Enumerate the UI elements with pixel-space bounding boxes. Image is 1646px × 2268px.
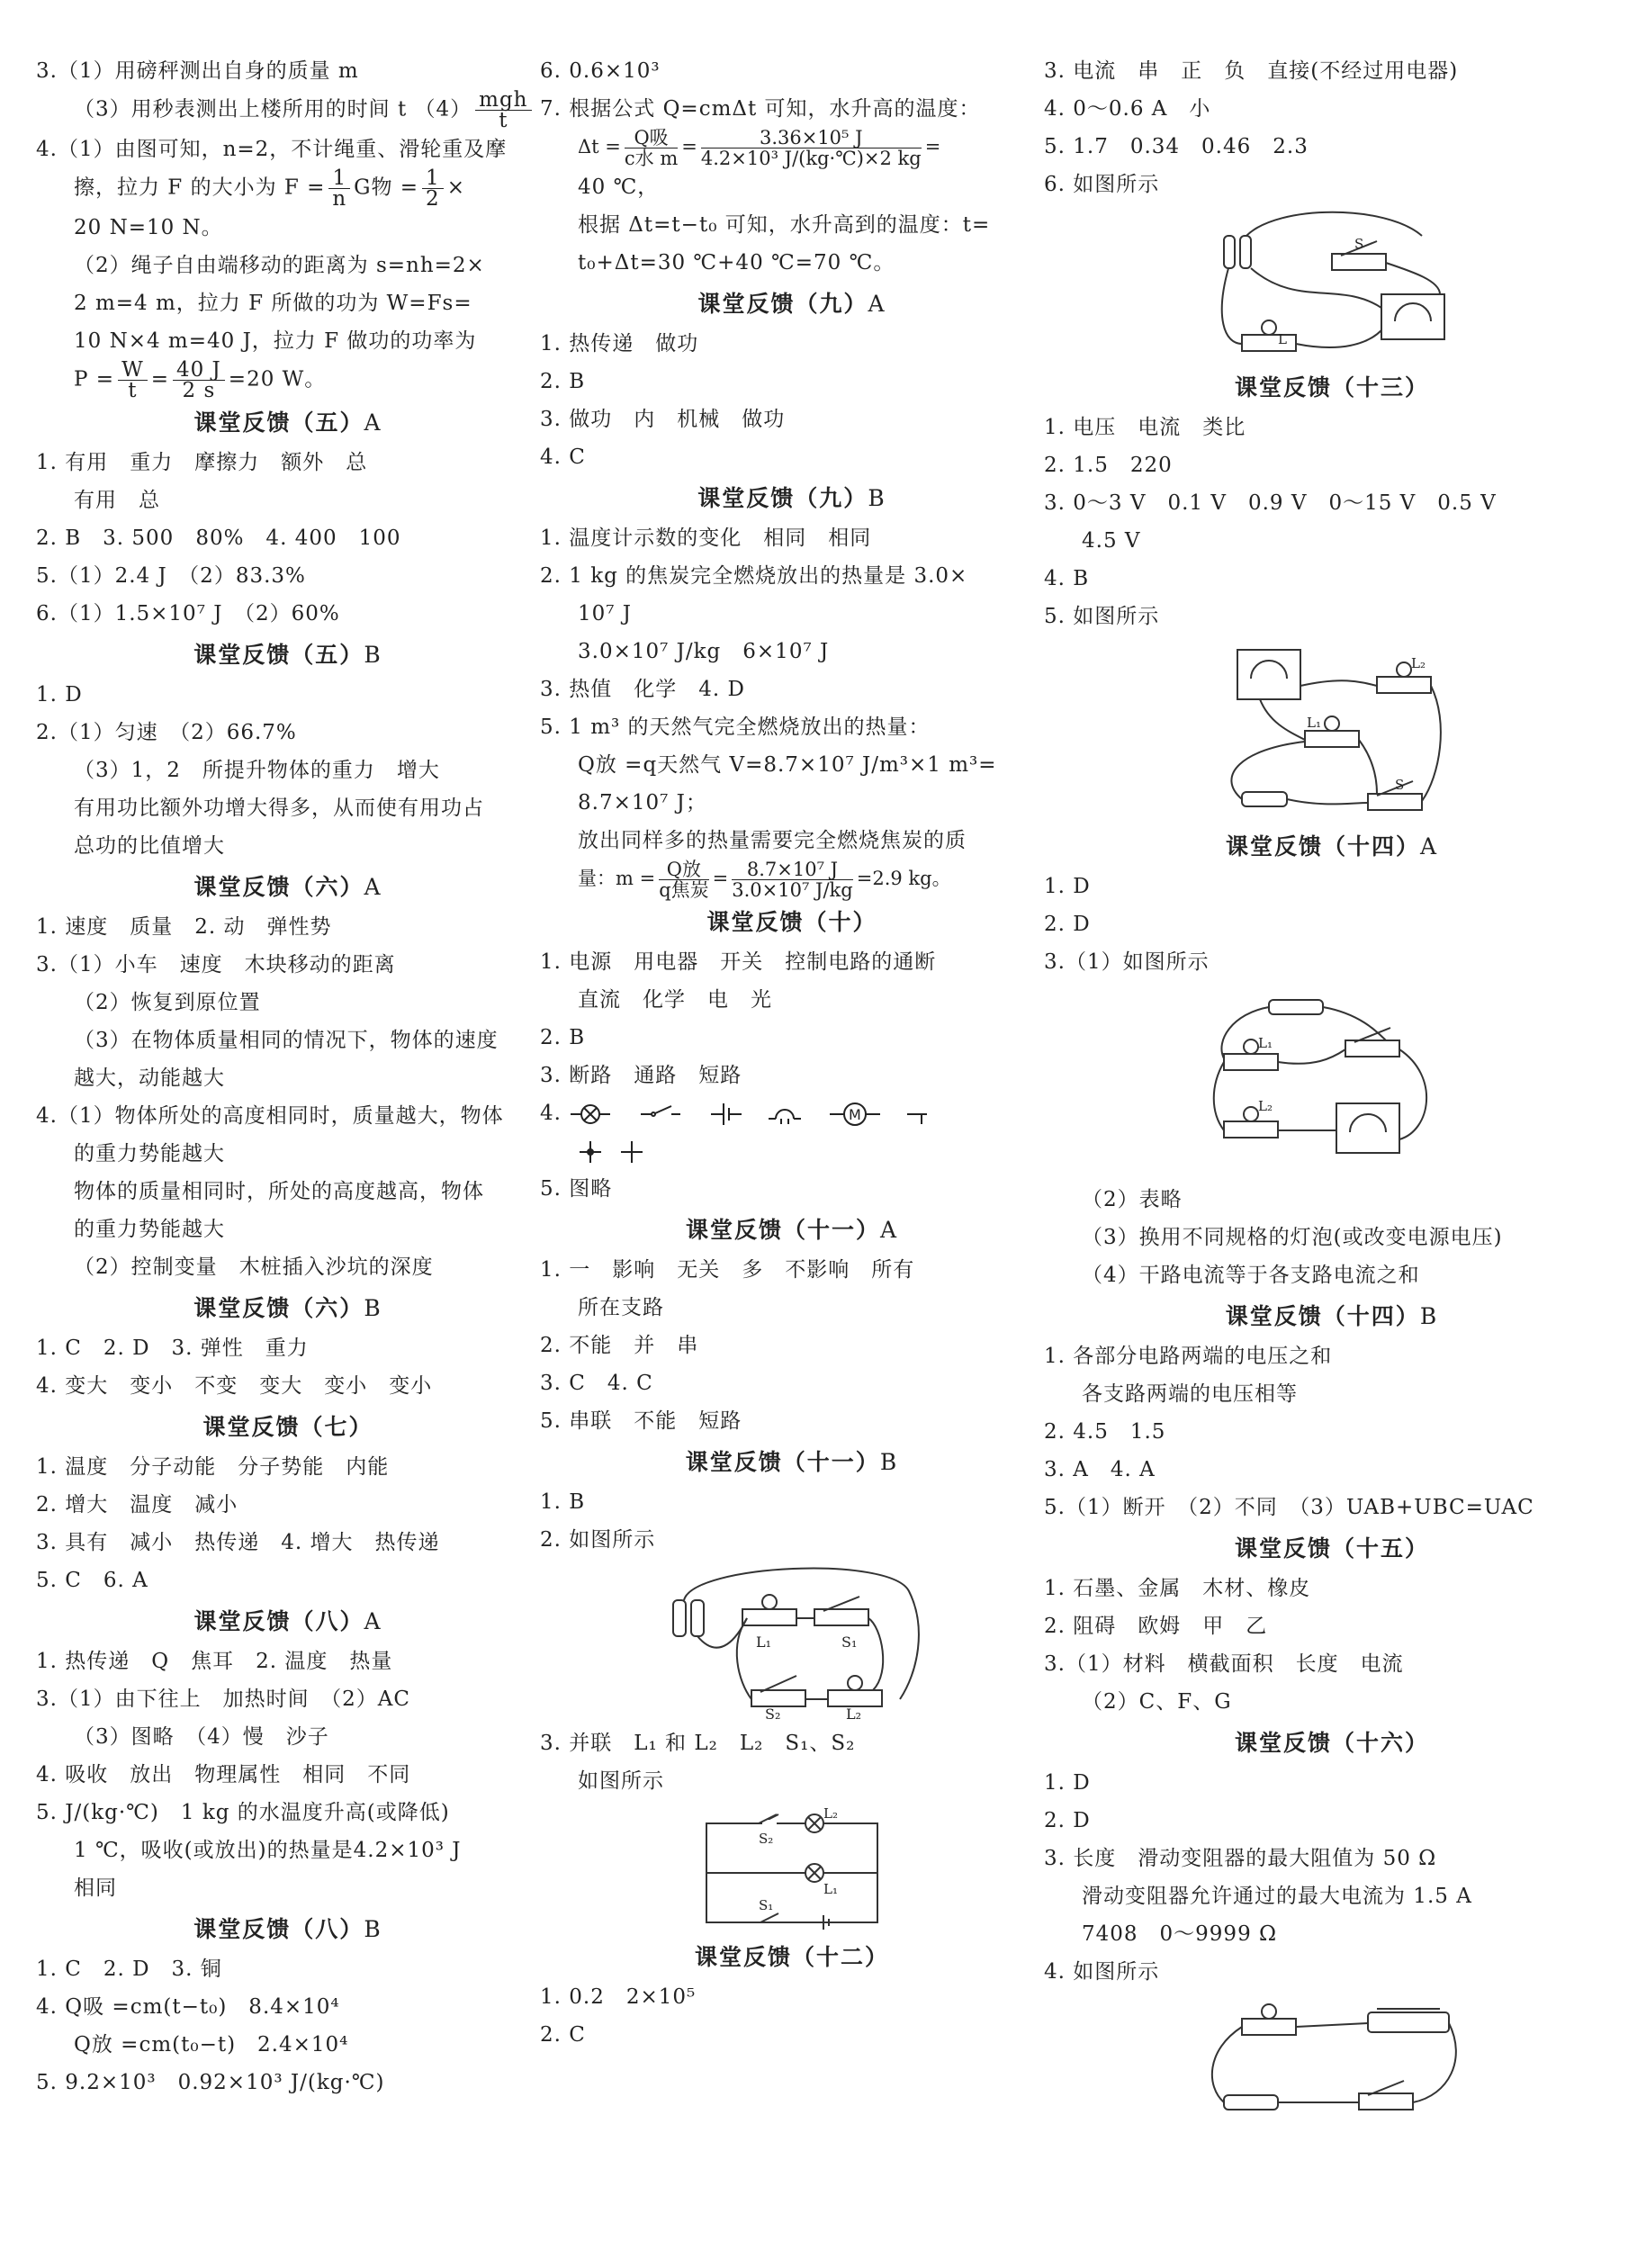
text-line: 5. 图略 [540,1177,613,1201]
svg-text:S₂: S₂ [759,1831,774,1847]
text-line: 5.（1）断开 （2）不同 （3）UAB+UBC=UAC [1044,1496,1534,1519]
text-line: 的重力势能越大 [74,1218,225,1241]
text-line: 3. 长度 滑动变阻器的最大阻值为 50 Ω [1044,1847,1437,1870]
section-heading: 课堂反馈（七） [202,1414,373,1440]
svg-text:S: S [1354,236,1364,252]
text-line: 2. 1 kg 的焦炭完全燃烧放出的热量是 3.0× [540,564,968,588]
text-line: 4. Q吸 =cm(t−t₀) 8.4×10⁴ [36,1995,340,2019]
text-line: 10⁷ J [578,602,633,626]
text-line: 3. A 4. A [1044,1458,1156,1481]
text-line: 3. 电流 串 正 负 直接(不经过用电器) [1044,59,1459,83]
section-heading: 课堂反馈（十四）B [1225,1303,1439,1329]
text-line: 2. 增大 温度 减小 [36,1493,238,1516]
text-line: 7. 根据公式 Q=cmΔt 可知，水升高的温度： [540,97,981,121]
text-line: 2. C [540,2023,586,2047]
text-line: 相同 [74,1876,117,1900]
text-line: 根据 Δt=t−t₀ 可知，水升高到的温度：t= [578,213,991,237]
svg-text:L₂: L₂ [1411,655,1426,671]
section-heading: 课堂反馈（九）A [697,291,886,317]
text-line: 直流 化学 电 光 [578,988,772,1012]
text-line: 3.（1）材料 横截面积 长度 电流 [1044,1652,1404,1676]
text-line: 1. 热传递 做功 [540,332,699,356]
text-line: 5.（1）2.4 J （2）83.3% [36,564,306,588]
svg-text:L₁: L₁ [756,1634,772,1651]
text-line: 有用功比额外功增大得多，从而使有用功占 [74,796,484,820]
text-line: （3）换用不同规格的灯泡(或改变电源电压) [1082,1226,1503,1249]
text-line: （2）恢复到原位置 [74,991,261,1014]
svg-text:L₂: L₂ [823,1805,838,1822]
text-line: 有用 总 [74,489,160,512]
text-line: 1. D [36,683,83,706]
text-line: 2. 不能 并 串 [540,1334,699,1357]
text-line: 4.（1）由图可知，n=2，不计绳重、滑轮重及摩 [36,138,508,161]
svg-text:L: L [1278,331,1287,347]
text-line: 6. 如图所示 [1044,173,1160,196]
rheostat-circuit-figure [1197,1996,1467,2131]
text-line: 各支路两端的电压相等 [1082,1382,1298,1406]
svg-text:S₁: S₁ [759,1897,774,1913]
text-line: 5. 9.2×10³ 0.92×10³ J/(kg·℃) [36,2071,385,2094]
section-heading: 课堂反馈（十一）A [685,1217,899,1243]
svg-text:M: M [849,1106,863,1123]
text-line: 2. 阻碍 欧姆 甲 乙 [1044,1615,1268,1638]
text-line: 2. B 3. 500 80% 4. 400 100 [36,526,401,550]
text-line: 6.（1）1.5×10⁷ J （2）60% [36,602,340,626]
svg-text:L₁: L₁ [1258,1035,1273,1051]
text-line: 40 ℃， [578,176,660,199]
text-line: 所在支路 [578,1296,664,1319]
crossing-wire-symbols [578,1138,659,1166]
column-3 [1044,52,1620,2137]
section-heading: 课堂反馈（十五） [1234,1535,1429,1562]
text-line: 1. 一 影响 无关 多 不影响 所有 [540,1258,915,1282]
text-line: 2. 如图所示 [540,1528,656,1552]
text-line: 物体的质量相同时，所处的高度越高，物体 [74,1180,484,1203]
voltmeter-circuit-figure [1206,641,1458,821]
text-line: 放出同样多的热量需要完全燃烧焦炭的质 [578,829,967,852]
svg-text:S₂: S₂ [765,1706,781,1719]
text-line: 2. B [540,1026,586,1049]
text-line: 6. 0.6×10³ [540,59,661,83]
text-line: （2）绳子自由端移动的距离为 s=nh=2× [74,254,485,277]
text-line: 2 m=4 m，拉力 F 所做的功为 W=Fs= [74,292,472,315]
text-line: 5. 串联 不能 短路 [540,1409,742,1433]
section-heading: 课堂反馈（九）B [697,485,886,511]
text-line: 1. 温度计示数的变化 相同 相同 [540,526,872,550]
circuit-figure [657,1564,927,1719]
section-heading: 课堂反馈（十二） [694,1944,889,1970]
text-line: 20 N=10 N。 [74,216,223,239]
text-line: 3.（1）小车 速度 木块移动的距离 [36,953,396,976]
text-line: 10 N×4 m=40 J，拉力 F 做功的功率为 [74,329,477,353]
text-line: （2）表略 [1082,1188,1183,1211]
text-line: 5. 1.7 0.34 0.46 2.3 [1044,135,1309,158]
formula-line: P = $\frac{W}{t}$ = $\frac{40 J}{2 s}$ =20 W。 [74,358,327,402]
text-line: 3. 具有 减小 热传递 4. 增大 热传递 [36,1531,440,1554]
text-line: 8.7×10⁷ J； [578,791,707,814]
text-line: 4. 吸收 放出 物理属性 相同 不同 [36,1763,411,1786]
text-line: （4）干路电流等于各支路电流之和 [1082,1264,1420,1287]
text-line: 1. 热传递 Q 焦耳 2. 温度 热量 [36,1650,393,1673]
text-line: 4. 如图所示 [1044,1960,1160,1984]
section-heading: 课堂反馈（六）B [193,1295,382,1321]
svg-text:S: S [1395,777,1405,793]
section-heading: 课堂反馈（五）A [193,410,382,436]
text-line: 5. C 6. A [36,1569,148,1592]
text-line: 1. C 2. D 3. 铜 [36,1958,222,1981]
column-2 [540,52,1044,2054]
circuit-symbols-row [569,1101,965,1128]
column-1 [36,52,540,2102]
formula-line: Δt = $\frac{\text{Q吸}}{\text{c水 m}}$ = $\frac{\text{3.36×10⁵ J}}{\text{4.2×10³ J/(kg·℃)×2 kg}}$ = [578,127,941,169]
section-heading: 课堂反馈（十） [706,909,877,935]
text-line [540,1132,1044,1170]
text-line: Q放 =q天然气 V=8.7×10⁷ J/m³×1 m³= [578,753,997,777]
text-line: 总功的比值增大 [74,834,225,858]
text-line: 1. 石墨、金属 木材、橡皮 [1044,1577,1311,1600]
svg-text:S₁: S₁ [841,1634,858,1651]
text-line: 1. C 2. D 3. 弹性 重力 [36,1336,309,1360]
text-line: 4. 变大 变小 不变 变大 变小 变小 [36,1374,433,1398]
text-line: t₀+Δt=30 ℃+40 ℃=70 ℃。 [578,251,895,274]
text-line: 3.（1）由下往上 加热时间 （2）AC [36,1688,410,1711]
text-line: 7408 0～9999 Ω [1082,1922,1278,1946]
text-line: 2. D [1044,1809,1091,1832]
section-heading: 课堂反馈（八）B [193,1916,382,1942]
text-line: 如图所示 [578,1769,664,1793]
text-line: 1. 0.2 2×10⁵ [540,1985,697,2009]
text-line: 1. 温度 分子动能 分子势能 内能 [36,1455,390,1479]
text-line: 4.5 V [1082,529,1141,553]
text-line: （3）图略 （4）慢 沙子 [74,1725,329,1749]
text-line: 2.（1）匀速 （2）66.7% [36,721,297,744]
parallel-circuit-figure [697,1805,886,1931]
text-line: 5. 如图所示 [1044,605,1160,628]
text-line: 滑动变阻器允许通过的最大电流为 1.5 A [1082,1885,1472,1908]
text-line: 3. 做功 内 机械 做功 [540,408,786,431]
text-line: 1 ℃，吸收(或放出)的热量是4.2×10³ J [74,1839,462,1862]
text-line: 1. 电源 用电器 开关 控制电路的通断 [540,950,937,974]
text-line: 4. M [540,1094,1044,1132]
text-line: 1. 各部分电路两端的电压之和 [1044,1345,1333,1368]
section-heading: 课堂反馈（十四）A [1225,833,1439,860]
svg-text:L₂: L₂ [846,1706,862,1719]
section-heading: 课堂反馈（十一）B [685,1449,899,1475]
text-line: 3. C 4. C [540,1372,653,1395]
svg-text:L₁: L₁ [1307,715,1321,731]
text-line: 1. B [540,1490,586,1514]
text-line: 的重力势能越大 [74,1142,225,1166]
text-line: （3）1，2 所提升物体的重力 增大 [74,759,440,782]
text-line: Q放 =cm(t₀−t) 2.4×10⁴ [74,2033,349,2056]
text-line: 2. D [1044,913,1091,936]
text-line: 1. 电压 电流 类比 [1044,416,1246,439]
section-heading: 课堂反馈（十六） [1234,1730,1429,1756]
text-line: 1. D [1044,1771,1091,1795]
parallel-ammeter-figure [1206,986,1458,1175]
section-heading: 课堂反馈（六）A [193,874,382,900]
text-line: 4.（1）物体所处的高度相同时，质量越大，物体 [36,1104,504,1128]
text-line: 越大，动能越大 [74,1066,225,1090]
text-line: 3.0×10⁷ J/kg 6×10⁷ J [578,640,830,663]
formula-line: 擦，拉力 F 的大小为 F = $\frac{1}{n}$ G物 = $\frac{1}{2}$ × [74,166,465,211]
text-line: 4. B [1044,567,1090,590]
section-heading: 课堂反馈（八）A [193,1608,382,1634]
text-line: 4. C [540,446,586,469]
text-line: 1. D [1044,875,1091,898]
text-line: （3）在物体质量相同的情况下，物体的速度 [74,1029,499,1052]
svg-text:L₂: L₂ [1258,1098,1273,1114]
text-line: 1. 速度 质量 2. 动 弹性势 [36,915,332,939]
text-line: （3）用秒表测出上楼所用的时间 t （4） $\frac{\text{mgh}}{t}$ [36,90,540,130]
text-line: 5. 1 m³ 的天然气完全燃烧放出的热量： [540,716,931,739]
text-line: （2）C、F、G [1082,1690,1232,1714]
text-line: 4. 0～0.6 A 小 [1044,97,1211,121]
text-line: 3. 0～3 V 0.1 V 0.9 V 0～15 V 0.5 V [1044,491,1497,515]
text-line: 3.（1）如图所示 [1044,950,1210,974]
text-line: 1. 有用 重力 摩擦力 额外 总 [36,451,368,474]
text-line: 2. 1.5 220 [1044,454,1173,477]
text-line: 2. B [540,370,586,393]
formula-line: 量：m = $\frac{\text{Q放}}{\text{q焦炭}}$ = $\frac{\text{8.7×10⁷ J}}{\text{3.0×10⁷ J/kg}}$ =2.9 kg。 [578,859,951,901]
section-heading: 课堂反馈（十三） [1234,374,1429,400]
text-line: 3.（1）用磅秤测出自身的质量 m [36,59,359,83]
text-line: （2）控制变量 木桩插入沙坑的深度 [74,1256,434,1279]
text-line: 5. J/(kg·℃) 1 kg 的水温度升高(或降低) [36,1801,450,1824]
ammeter-circuit-figure [1206,209,1458,362]
text-line: 2. 4.5 1.5 [1044,1420,1166,1444]
svg-text:L₁: L₁ [823,1881,838,1897]
text-line: 3. 断路 通路 短路 [540,1064,742,1087]
text-line: 3. 并联 L₁ 和 L₂ L₂ S₁、S₂ [540,1732,856,1755]
section-heading: 课堂反馈（五）B [193,642,382,668]
text-line: 3. 热值 化学 4. D [540,678,745,701]
